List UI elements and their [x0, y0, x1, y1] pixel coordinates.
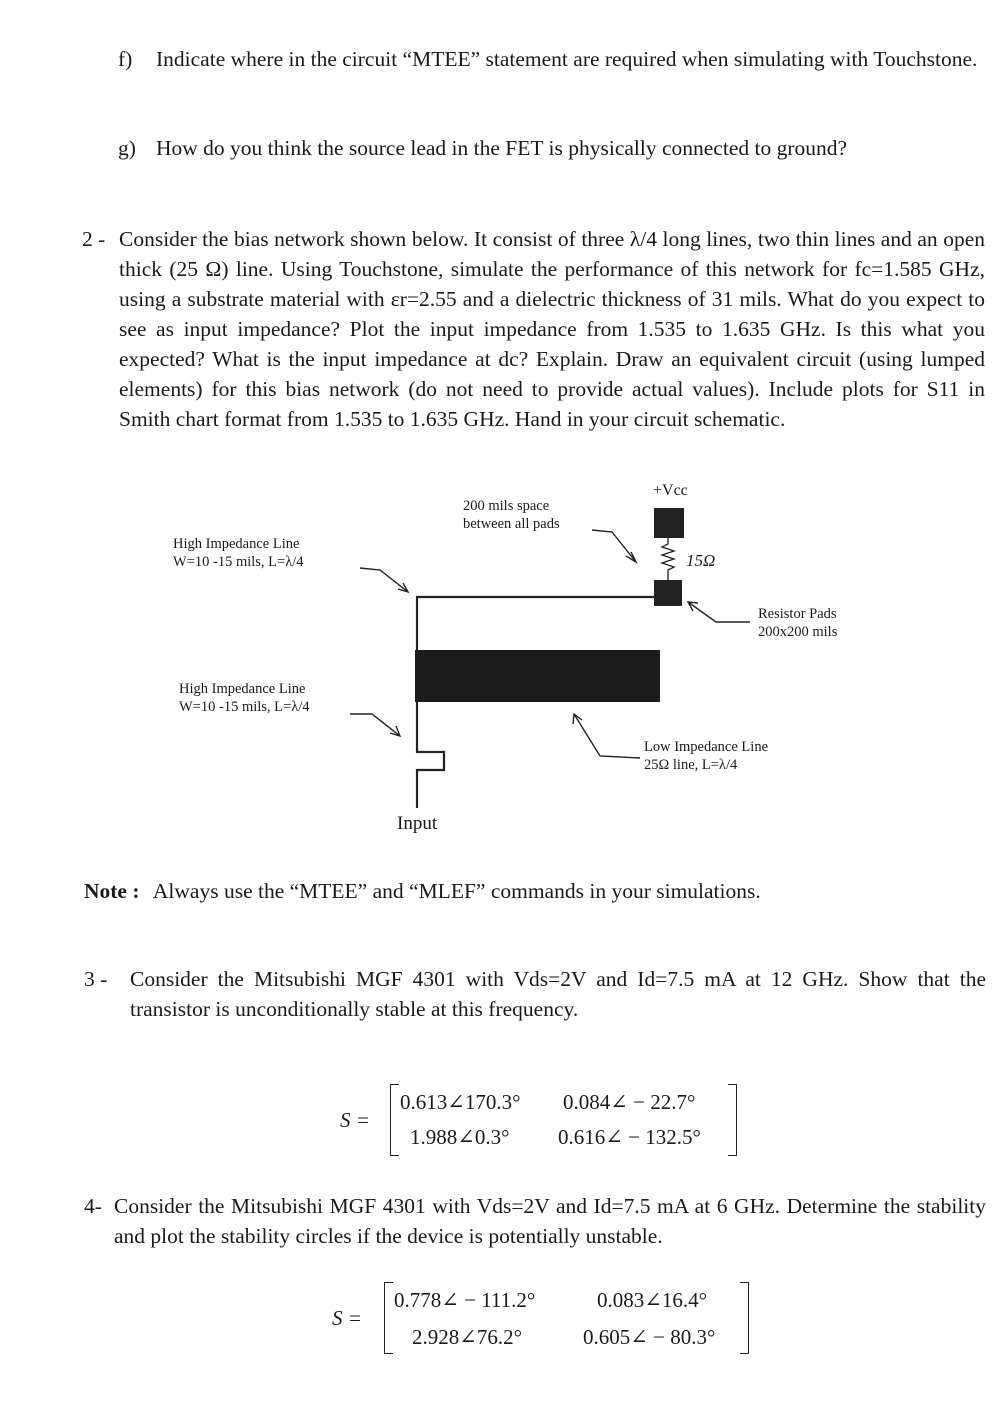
- question-4-label: 4-: [84, 1194, 102, 1218]
- label-high-impedance-top-line1: High Impedance Line: [173, 536, 300, 552]
- s-matrix-6ghz-s21: 2.928∠76.2°: [412, 1325, 522, 1349]
- arrow-resistor-pads: [688, 602, 750, 622]
- label-pads-space: [463, 496, 560, 534]
- s-matrix-6ghz-left-bracket: [384, 1282, 393, 1354]
- resistor-pad: [654, 580, 682, 606]
- label-resistor-value: 15Ω: [686, 551, 716, 570]
- question-f-text: Indicate where in the circuit “MTEE” statement are required when simulating with Touchstone.: [156, 47, 978, 71]
- question-f-label: f): [118, 47, 133, 71]
- high-impedance-line-top: [417, 597, 654, 650]
- label-high-impedance-bottom-line2: W=10 -15 mils, L=λ/4: [179, 699, 310, 715]
- label-resistor-pads: [758, 604, 837, 642]
- question-2-text: Consider the bias network shown below. It consist of three λ/4 long lines, two thin lines and an open thick (25 Ω) line. Using Touchstone, simulate the performance of this network for fc=1.585 GHz, using a substrate material with εr=2.55 and a dielectric thickness of 31 mils. What do you expect to see as input impedance? Plot the input impedance from 1.535 to 1.635 GHz. Is this what you expected? What is the input impedance at dc? Explain. Draw an equivalent circuit (using lumped elements) for this bias network (do not need to provide actual values). Include plots for S11 in Smith chart format from 1.535 to 1.635 GHz. Hand in your circuit schematic.: [119, 227, 985, 431]
- question-4-text: Consider the Mitsubishi MGF 4301 with Vds=2V and Id=7.5 mA at 6 GHz. Determine the stability and plot the stability circles if the device is potentially unstable.: [114, 1194, 986, 1248]
- label-resistor-pads-line2: 200x200 mils: [758, 624, 838, 640]
- question-2-label: 2 -: [82, 227, 106, 251]
- label-high-impedance-bottom-line1: High Impedance Line: [179, 681, 306, 697]
- label-high-impedance-top-line2: W=10 -15 mils, L=λ/4: [173, 554, 304, 570]
- label-high-impedance-bottom: [179, 679, 310, 717]
- label-resistor-pads-line1: Resistor Pads: [758, 606, 837, 622]
- question-4: [84, 1191, 988, 1251]
- arrow-high-z-top: [360, 568, 408, 592]
- s-matrix-12ghz-s22: 0.616∠ − 132.5°: [558, 1125, 701, 1149]
- arrow-low-z: [573, 714, 640, 758]
- s-matrix-6ghz-right-bracket: [740, 1282, 749, 1354]
- note: [84, 876, 984, 906]
- label-pads-space-line1: 200 mils space: [463, 498, 550, 514]
- s-matrix-6ghz-s12: 0.083∠16.4°: [597, 1288, 707, 1312]
- note-label: Note :: [84, 879, 140, 903]
- label-low-impedance-line2: 25Ω line, L=λ/4: [644, 757, 738, 773]
- question-g: [118, 133, 988, 163]
- question-3-label: 3 -: [84, 967, 108, 991]
- arrow-pads-space: [592, 530, 636, 562]
- question-3: [84, 964, 988, 1024]
- s-matrix-6ghz-label: S =: [332, 1306, 362, 1330]
- question-3-text: Consider the Mitsubishi MGF 4301 with Vds=2V and Id=7.5 mA at 12 GHz. Show that the transistor is unconditionally stable at this frequency.: [130, 967, 986, 1021]
- label-high-impedance-top: [173, 534, 304, 572]
- label-pads-space-line2: between all pads: [463, 516, 560, 532]
- resistor-symbol: [662, 538, 674, 580]
- high-impedance-line-bottom: [417, 702, 444, 808]
- question-f: [118, 44, 988, 104]
- s-matrix-6ghz-s11: 0.778∠ − 111.2°: [394, 1288, 536, 1312]
- question-g-text: How do you think the source lead in the FET is physically connected to ground?: [156, 136, 848, 160]
- s-matrix-12ghz-s12: 0.084∠ − 22.7°: [563, 1090, 696, 1114]
- s-matrix-12ghz-s11: 0.613∠170.3°: [400, 1090, 521, 1114]
- label-input: Input: [397, 813, 438, 834]
- s-matrix-12ghz-left-bracket: [390, 1084, 399, 1156]
- question-g-label: g): [118, 136, 136, 160]
- label-low-impedance-line1: Low Impedance Line: [644, 739, 769, 755]
- vcc-pad: [654, 508, 684, 538]
- low-impedance-line: [415, 650, 660, 702]
- arrow-high-z-bottom: [350, 714, 400, 736]
- s-matrix-12ghz-label: S =: [340, 1108, 370, 1132]
- question-2: [82, 224, 988, 464]
- label-low-impedance: [644, 737, 768, 775]
- s-matrix-12ghz-right-bracket: [728, 1084, 737, 1156]
- s-matrix-12ghz-s21: 1.988∠0.3°: [410, 1125, 510, 1149]
- s-matrix-6ghz-s22: 0.605∠ − 80.3°: [583, 1325, 716, 1349]
- label-vcc: +Vcc: [653, 482, 688, 499]
- note-text: Always use the “MTEE” and “MLEF” commands in your simulations.: [152, 879, 761, 903]
